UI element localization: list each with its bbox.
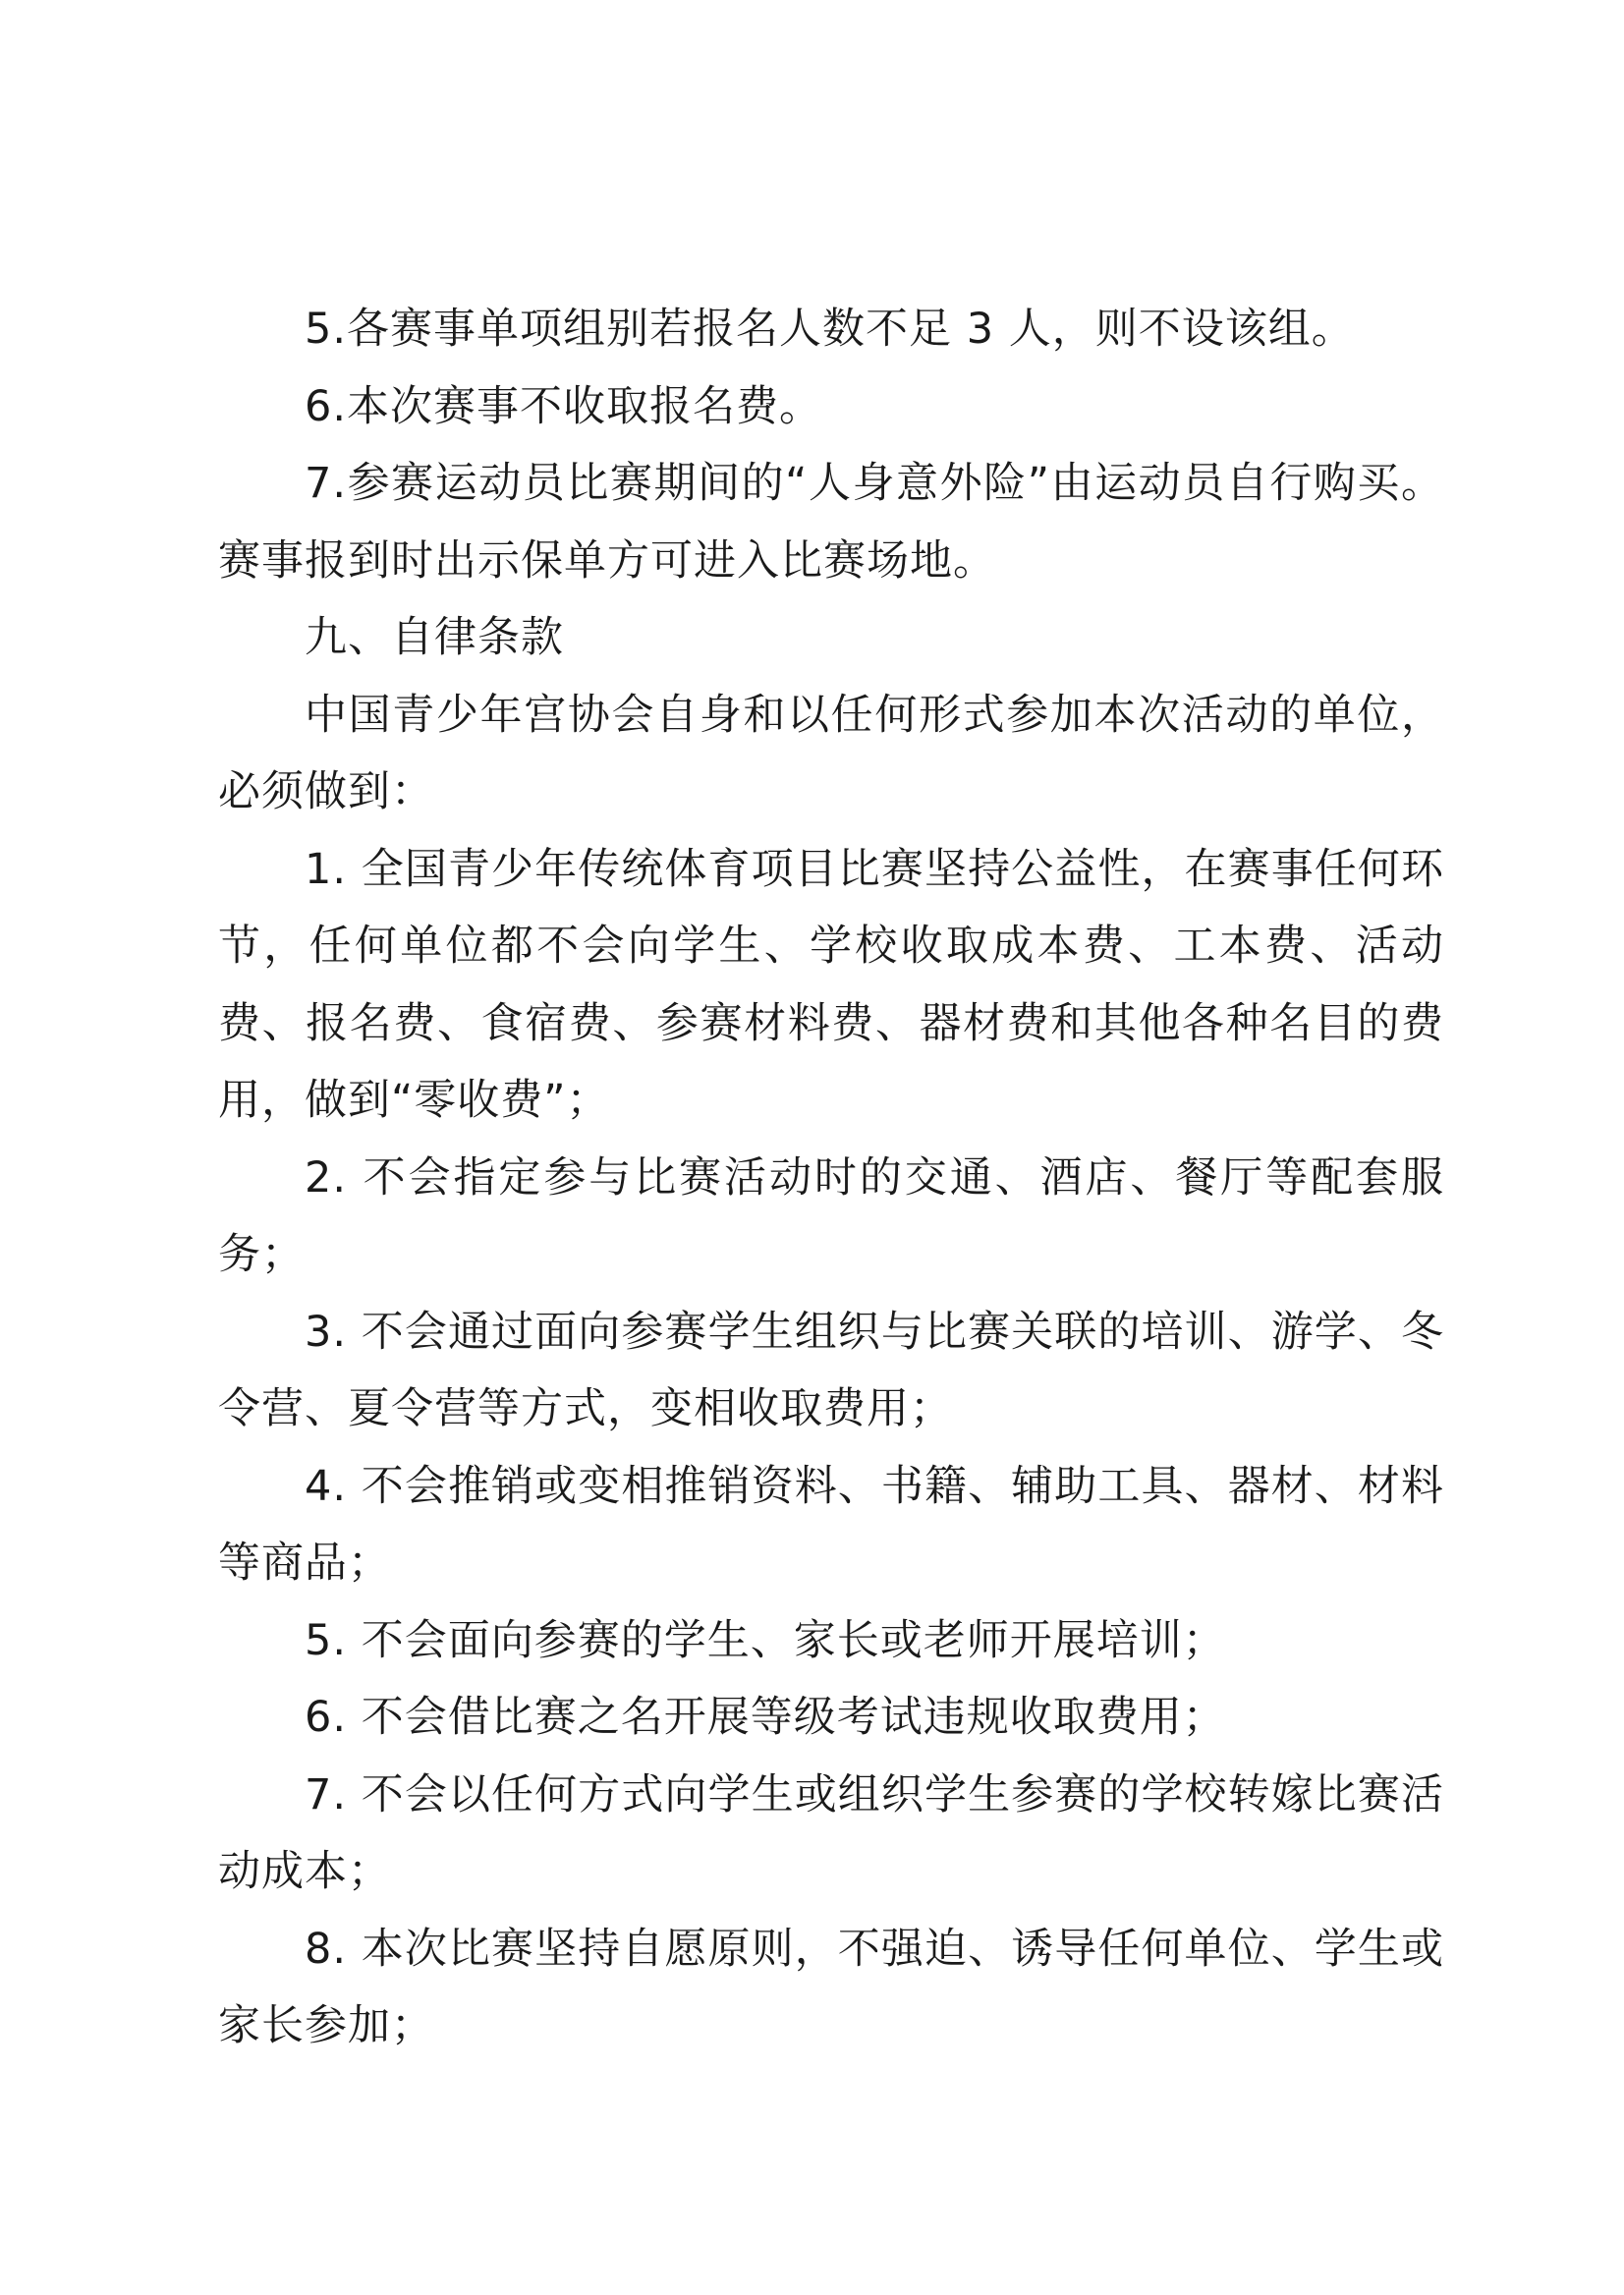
item-6-no-registration-fee: 6.本次赛事不收取报名费。 <box>305 381 823 431</box>
rule-4-no-product-sales: 4. 不会推销或变相推销资料、书籍、辅助工具、器材、材料等商品； <box>218 1461 1444 1588</box>
item-5-registration-minimum: 5.各赛事单项组别若报名人数不足 3 人，则不设该组。 <box>305 305 1355 354</box>
item-7-accident-insurance: 7.参赛运动员比赛期间的“人身意外险”由运动员自行购买。赛事报到时出示保单方可进入比赛场地。 <box>218 459 1444 586</box>
rule-1-public-welfare: 1. 全国青少年传统体育项目比赛坚持公益性，在赛事任何环节，任何单位都不会向学生、学校收取成本费、工本费、活动费、报名费、食宿费、参赛材料费、器材费和其他各种名目的费用，做到“零收费”； <box>218 844 1444 1125</box>
rule-6-no-grade-exam-fees: 6. 不会借比赛之名开展等级考试违规收取费用； <box>305 1693 1226 1742</box>
rule-7-no-cost-transfer: 7. 不会以任何方式向学生或组织学生参赛的学校转嫁比赛活动成本； <box>218 1769 1444 1896</box>
rule-3-no-disguised-fees: 3. 不会通过面向参赛学生组织与比赛关联的培训、游学、冬令营、夏令营等方式，变相收取费用； <box>218 1307 1444 1433</box>
section-heading-self-discipline: 九、自律条款 <box>305 613 564 662</box>
rule-5-no-training: 5. 不会面向参赛的学生、家长或老师开展培训； <box>305 1615 1226 1665</box>
rule-2-no-designated-services: 2. 不会指定参与比赛活动时的交通、酒店、餐厅等配套服务； <box>218 1152 1444 1279</box>
self-discipline-intro: 中国青少年宫协会自身和以任何形式参加本次活动的单位，必须做到： <box>218 690 1444 816</box>
document-page <box>218 291 1444 2065</box>
rule-8-voluntary-participation: 8. 本次比赛坚持自愿原则，不强迫、诱导任何单位、学生或家长参加； <box>218 1924 1444 2050</box>
